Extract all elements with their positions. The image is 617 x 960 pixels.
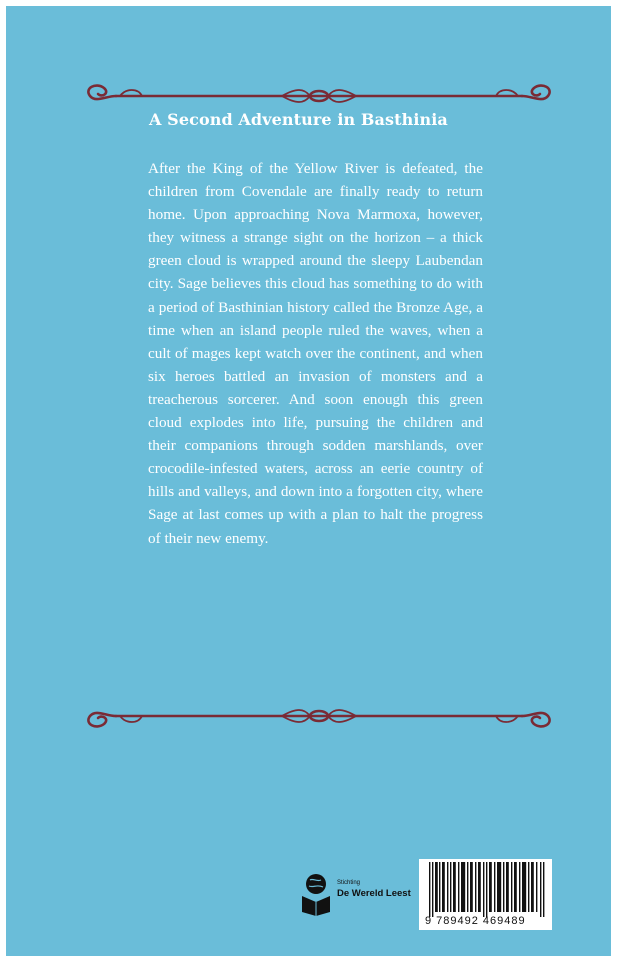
subtitle: A Second Adventure in Basthinia bbox=[149, 110, 448, 129]
publisher-block bbox=[299, 870, 419, 920]
blurb-text: After the King of the Yellow River is defeated, the children from Covendale are finally ready to return home. Upon approaching Nova Marmoxa, however, they witness a strange sight on the horizon – a thick green cloud is wrapped around the sleepy Laubendan city. Sage believes this cloud has something to do with a period of Basthinian history called the Bronze Age, a time when an island people ruled the waves, when a cult of mages kept watch over the continent, and when six heroes battled an invasion of monsters and a treacherous sorcerer. And soon enough this green cloud explodes into life, pursuing the children and their companions through sodden marshlands, over crocodile-infested waters, across an eerie country of hills and valleys, and down into a forgotten city, where Sage at last comes up with a plan to halt the progress of their new enemy. bbox=[148, 160, 483, 547]
barcode-bars bbox=[429, 862, 545, 917]
isbn-barcode bbox=[419, 859, 552, 930]
publisher-name: De Wereld Leest bbox=[337, 888, 411, 899]
back-cover bbox=[6, 6, 611, 956]
globe-reader-icon bbox=[299, 872, 333, 916]
publisher-small-label: Stichting bbox=[337, 880, 361, 886]
bottom-scroll-ornament-icon bbox=[82, 696, 556, 736]
isbn-number: 9 789492 469489 bbox=[425, 915, 526, 927]
